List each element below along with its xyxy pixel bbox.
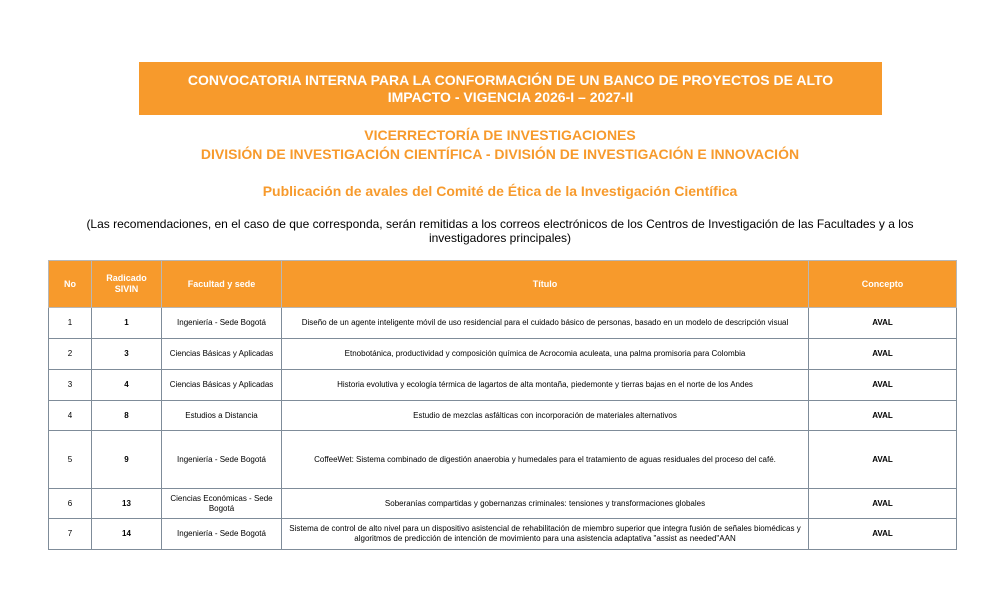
recommendations-note: [60, 217, 940, 245]
column-header-concepto: Concepto: [809, 261, 957, 308]
cell-titulo: Historia evolutiva y ecología térmica de lagartos de alta montaña, piedemonte y tierras bajas en el norte de los Andes: [282, 370, 809, 401]
cell-facultad: Estudios a Distancia: [162, 401, 282, 431]
cell-no: 2: [49, 339, 92, 370]
division-heading: DIVISIÓN DE INVESTIGACIÓN CIENTÍFICA - DIVISIÓN DE INVESTIGACIÓN E INNOVACIÓN: [200, 146, 800, 162]
cell-concepto: AVAL: [809, 519, 957, 550]
cell-no: 1: [49, 308, 92, 339]
cell-facultad: Ciencias Básicas y Aplicadas: [162, 339, 282, 370]
note-line-1: (Las recomendaciones, en el caso de que corresponda, serán remitidas a los correos electrónicos de los Centros de Investigación de las Facultades y a los: [86, 217, 914, 231]
banner-line-2: IMPACTO - VIGENCIA 2026-I – 2027-II: [387, 88, 634, 105]
table-row: [49, 370, 957, 401]
cell-titulo: Soberanías compartidas y gobernanzas criminales: tensiones y transformaciones globales: [282, 489, 809, 519]
cell-concepto: AVAL: [809, 308, 957, 339]
cell-facultad: Ingeniería - Sede Bogotá: [162, 308, 282, 339]
cell-concepto: AVAL: [809, 370, 957, 401]
publication-heading: Publicación de avales del Comité de Ética de la Investigación Científica: [262, 183, 738, 199]
cell-concepto: AVAL: [809, 431, 957, 489]
cell-no: 3: [49, 370, 92, 401]
column-header-facultad: Facultad y sede: [162, 261, 282, 308]
table-row: [49, 339, 957, 370]
cell-facultad: Ingeniería - Sede Bogotá: [162, 519, 282, 550]
call-banner: [139, 62, 882, 115]
cell-titulo: Etnobotánica, productividad y composición química de Acrocomia aculeata, una palma promisoria para Colombia: [282, 339, 809, 370]
cell-titulo: Diseño de un agente inteligente móvil de uso residencial para el cuidado básico de personas, basado en un modelo de descripción visual: [282, 308, 809, 339]
note-line-2: investigadores principales): [428, 231, 572, 245]
radicado-header-line-1: Radicado: [106, 273, 147, 283]
cell-titulo: Estudio de mezclas asfálticas con incorporación de materiales alternativos: [282, 401, 809, 431]
cell-no: 6: [49, 489, 92, 519]
cell-radicado: 9: [92, 431, 162, 489]
approvals-table: [48, 260, 957, 550]
table-row: [49, 489, 957, 519]
cell-no: 5: [49, 431, 92, 489]
radicado-header-line-2: SIVIN: [114, 284, 139, 294]
table-row: [49, 308, 957, 339]
table-row: [49, 519, 957, 550]
column-header-no: No: [49, 261, 92, 308]
cell-radicado: 1: [92, 308, 162, 339]
banner-line-1: CONVOCATORIA INTERNA PARA LA CONFORMACIÓN DE UN BANCO DE PROYECTOS DE ALTO: [187, 71, 834, 88]
cell-no: 4: [49, 401, 92, 431]
cell-facultad: Ingeniería - Sede Bogotá: [162, 431, 282, 489]
cell-radicado: 14: [92, 519, 162, 550]
table-header-row: [49, 261, 957, 308]
cell-facultad: Ciencias Básicas y Aplicadas: [162, 370, 282, 401]
cell-radicado: 8: [92, 401, 162, 431]
cell-titulo: CoffeeWet: Sistema combinado de digestión anaerobia y humedales para el tratamiento de aguas residuales del proceso del café.: [282, 431, 809, 489]
column-header-titulo: Título: [282, 261, 809, 308]
cell-radicado: 13: [92, 489, 162, 519]
cell-concepto: AVAL: [809, 401, 957, 431]
cell-concepto: AVAL: [809, 489, 957, 519]
table-row: [49, 431, 957, 489]
cell-facultad: Ciencias Económicas - Sede Bogotá: [162, 489, 282, 519]
column-header-radicado: [92, 261, 162, 308]
cell-radicado: 4: [92, 370, 162, 401]
table-row: [49, 401, 957, 431]
cell-concepto: AVAL: [809, 339, 957, 370]
cell-titulo: Sistema de control de alto nivel para un dispositivo asistencial de rehabilitación de miembro superior que integra fusión de señales biomédicas y algoritmos de predicción de intención de movimiento para una asistencia adaptativa "assist as needed"AAN: [282, 519, 809, 550]
vicerrectoria-heading: VICERRECTORÍA DE INVESTIGACIONES: [364, 127, 636, 143]
cell-radicado: 3: [92, 339, 162, 370]
cell-no: 7: [49, 519, 92, 550]
